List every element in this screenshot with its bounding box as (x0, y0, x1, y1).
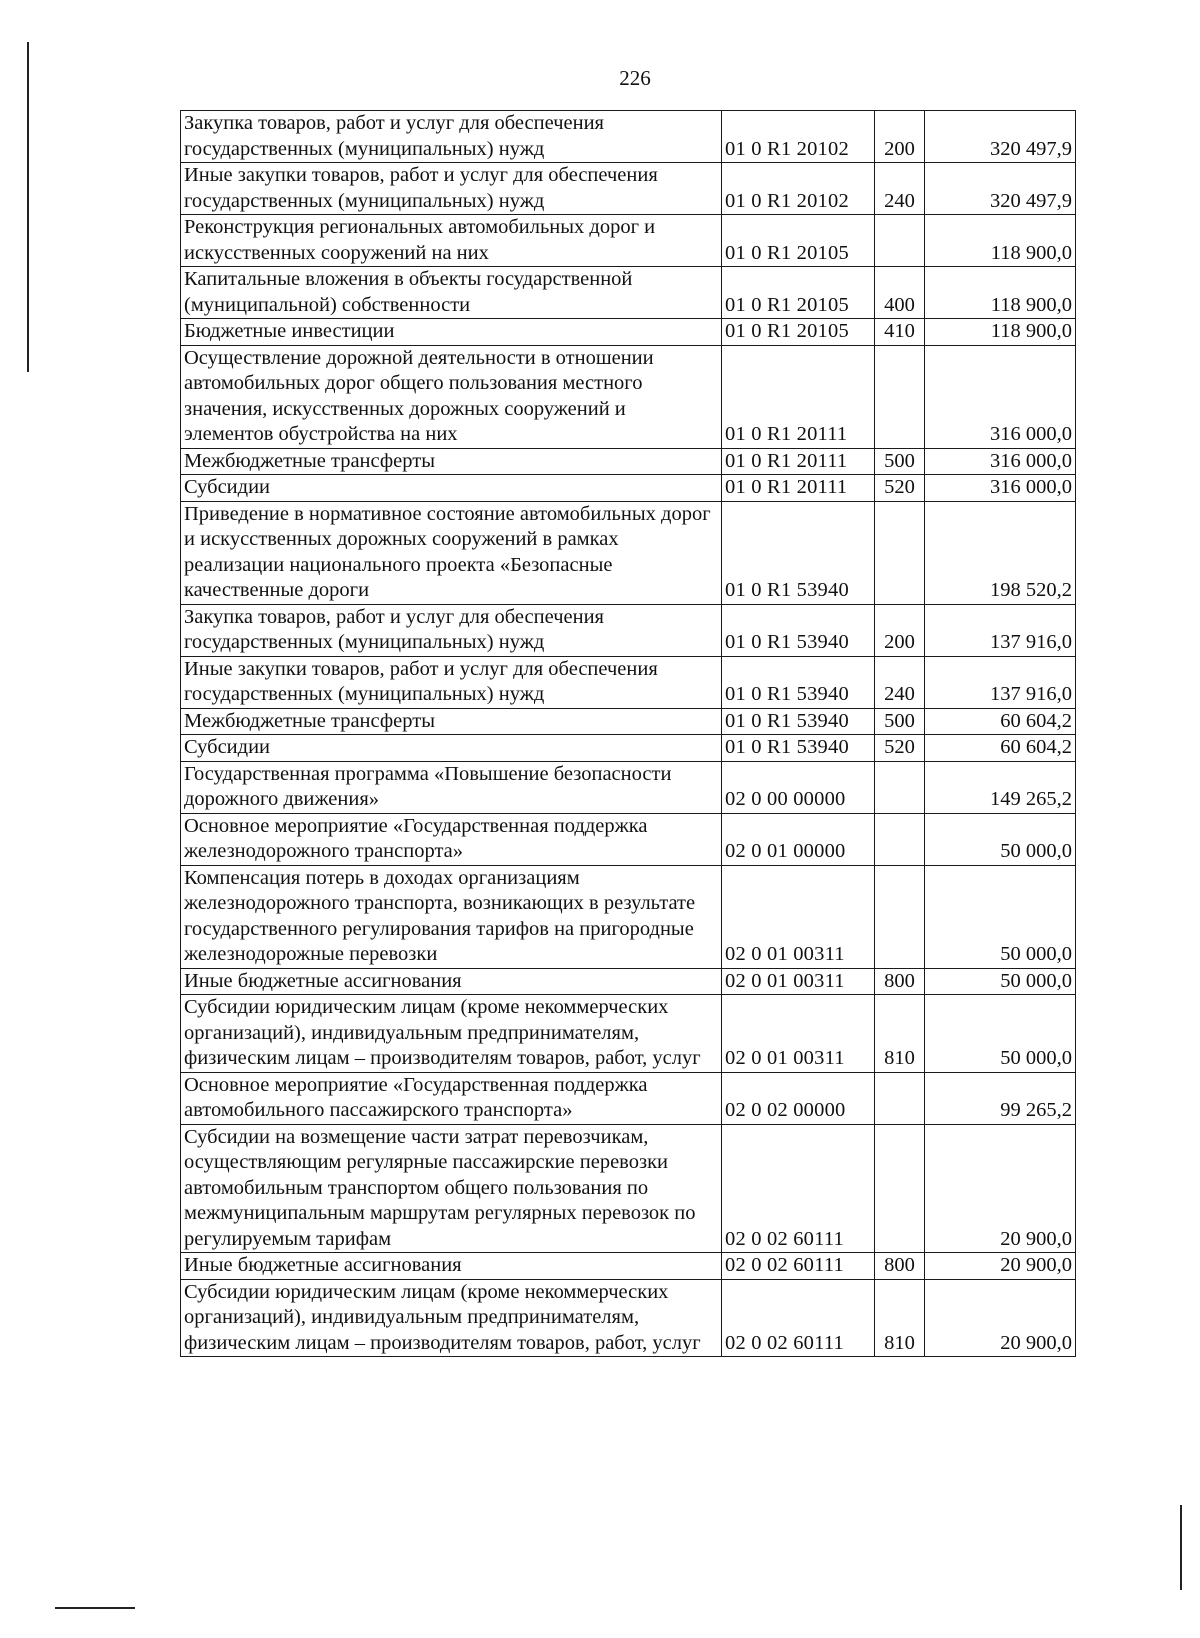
table-row (181, 448, 1076, 475)
row-type-cell (875, 813, 925, 865)
table-row (181, 708, 1076, 735)
row-sum-cell: 320 497,9 (925, 163, 1076, 215)
table-row (181, 995, 1076, 1073)
row-sum-cell: 149 265,2 (925, 761, 1076, 813)
budget-table-body (181, 111, 1076, 1357)
row-sum-cell: 137 916,0 (925, 604, 1076, 656)
row-type-cell: 520 (875, 735, 925, 762)
table-row (181, 761, 1076, 813)
row-type-cell: 800 (875, 1253, 925, 1280)
table-row (181, 111, 1076, 163)
row-sum-cell: 118 900,0 (925, 319, 1076, 346)
row-name-cell: Капитальные вложения в объекты государственной (муниципальной) собственности (181, 267, 722, 319)
row-code-cell: 02 0 00 00000 (722, 761, 875, 813)
row-type-cell: 240 (875, 656, 925, 708)
table-row (181, 319, 1076, 346)
row-code-cell: 01 0 R1 20105 (722, 319, 875, 346)
row-type-cell: 810 (875, 1279, 925, 1357)
row-name-cell: Бюджетные инвестиции (181, 319, 722, 346)
row-name-cell: Иные закупки товаров, работ и услуг для обеспечения государственных (муниципальных) нужд (181, 163, 722, 215)
row-sum-cell: 137 916,0 (925, 656, 1076, 708)
table-row (181, 735, 1076, 762)
table-row (181, 604, 1076, 656)
row-sum-cell: 50 000,0 (925, 813, 1076, 865)
row-code-cell: 01 0 R1 20105 (722, 267, 875, 319)
row-name-cell: Осуществление дорожной деятельности в отношении автомобильных дорог общего пользования местного значения, искусственных дорожных сооружений и элементов обустройства на них (181, 345, 722, 448)
table-row (181, 1253, 1076, 1280)
row-code-cell: 01 0 R1 20105 (722, 215, 875, 267)
row-sum-cell: 20 900,0 (925, 1279, 1076, 1357)
row-name-cell: Закупка товаров, работ и услуг для обеспечения государственных (муниципальных) нужд (181, 604, 722, 656)
row-code-cell: 01 0 R1 53940 (722, 656, 875, 708)
row-type-cell: 500 (875, 448, 925, 475)
table-row (181, 163, 1076, 215)
row-sum-cell: 316 000,0 (925, 345, 1076, 448)
row-name-cell: Субсидии юридическим лицам (кроме некоммерческих организаций), индивидуальным предпринимателям, физическим лицам – производителям товаров, работ, услуг (181, 1279, 722, 1357)
row-code-cell: 02 0 02 60111 (722, 1124, 875, 1253)
row-sum-cell: 50 000,0 (925, 995, 1076, 1073)
row-name-cell: Субсидии (181, 475, 722, 502)
row-type-cell: 410 (875, 319, 925, 346)
row-code-cell: 01 0 R1 20111 (722, 448, 875, 475)
row-name-cell: Межбюджетные трансферты (181, 448, 722, 475)
table-row (181, 1124, 1076, 1253)
row-code-cell: 01 0 R1 20111 (722, 475, 875, 502)
row-type-cell: 810 (875, 995, 925, 1073)
table-row (181, 656, 1076, 708)
row-type-cell: 240 (875, 163, 925, 215)
row-code-cell: 02 0 02 00000 (722, 1072, 875, 1124)
row-type-cell: 520 (875, 475, 925, 502)
row-sum-cell: 316 000,0 (925, 448, 1076, 475)
row-name-cell: Закупка товаров, работ и услуг для обеспечения государственных (муниципальных) нужд (181, 111, 722, 163)
row-type-cell: 500 (875, 708, 925, 735)
table-row (181, 267, 1076, 319)
table-row (181, 345, 1076, 448)
row-name-cell: Иные бюджетные ассигнования (181, 1253, 722, 1280)
row-code-cell: 02 0 01 00000 (722, 813, 875, 865)
row-type-cell (875, 865, 925, 968)
row-name-cell: Межбюджетные трансферты (181, 708, 722, 735)
row-type-cell (875, 761, 925, 813)
row-sum-cell: 60 604,2 (925, 735, 1076, 762)
row-name-cell: Компенсация потерь в доходах организациям железнодорожного транспорта, возникающих в результате государственного регулирования тарифов на пригородные железнодорожные перевозки (181, 865, 722, 968)
table-row (181, 501, 1076, 604)
row-code-cell: 01 0 R1 53940 (722, 501, 875, 604)
row-type-cell: 800 (875, 968, 925, 995)
row-sum-cell: 50 000,0 (925, 968, 1076, 995)
table-row (181, 968, 1076, 995)
table-row (181, 215, 1076, 267)
row-type-cell (875, 501, 925, 604)
row-name-cell: Государственная программа «Повышение безопасности дорожного движения» (181, 761, 722, 813)
row-name-cell: Субсидии на возмещение части затрат перевозчикам, осуществляющим регулярные пассажирские перевозки автомобильным транспортом общего пользования по межмуниципальным маршрутам регулярных перевозок по регулируемым тарифам (181, 1124, 722, 1253)
table-row (181, 865, 1076, 968)
row-sum-cell: 118 900,0 (925, 267, 1076, 319)
budget-table (180, 110, 1076, 1357)
row-sum-cell: 316 000,0 (925, 475, 1076, 502)
row-name-cell: Иные бюджетные ассигнования (181, 968, 722, 995)
row-type-cell: 400 (875, 267, 925, 319)
scan-margin-line (55, 1607, 135, 1609)
row-name-cell: Реконструкция региональных автомобильных дорог и искусственных сооружений на них (181, 215, 722, 267)
row-sum-cell: 20 900,0 (925, 1124, 1076, 1253)
row-sum-cell: 99 265,2 (925, 1072, 1076, 1124)
row-type-cell (875, 1072, 925, 1124)
row-code-cell: 02 0 02 60111 (722, 1253, 875, 1280)
row-name-cell: Приведение в нормативное состояние автомобильных дорог и искусственных дорожных сооружений в рамках реализации национального проекта «Безопасные качественные дороги (181, 501, 722, 604)
row-type-cell (875, 1124, 925, 1253)
row-type-cell (875, 215, 925, 267)
table-row (181, 813, 1076, 865)
row-sum-cell: 60 604,2 (925, 708, 1076, 735)
table-row (181, 1072, 1076, 1124)
page-number: 226 (619, 66, 651, 90)
row-code-cell: 01 0 R1 53940 (722, 708, 875, 735)
row-code-cell: 01 0 R1 53940 (722, 604, 875, 656)
row-sum-cell: 50 000,0 (925, 865, 1076, 968)
row-name-cell: Субсидии юридическим лицам (кроме некоммерческих организаций), индивидуальным предпринимателям, физическим лицам – производителям товаров, работ, услуг (181, 995, 722, 1073)
table-row (181, 1279, 1076, 1357)
row-type-cell: 200 (875, 604, 925, 656)
row-code-cell: 02 0 01 00311 (722, 995, 875, 1073)
scan-margin-line (1180, 1505, 1182, 1590)
scan-margin-line (27, 42, 29, 372)
row-name-cell: Основное мероприятие «Государственная поддержка железнодорожного транспорта» (181, 813, 722, 865)
row-sum-cell: 198 520,2 (925, 501, 1076, 604)
row-sum-cell: 20 900,0 (925, 1253, 1076, 1280)
row-code-cell: 01 0 R1 20102 (722, 163, 875, 215)
row-name-cell: Субсидии (181, 735, 722, 762)
row-name-cell: Основное мероприятие «Государственная поддержка автомобильного пассажирского транспорта» (181, 1072, 722, 1124)
row-code-cell: 02 0 02 60111 (722, 1279, 875, 1357)
row-sum-cell: 118 900,0 (925, 215, 1076, 267)
row-name-cell: Иные закупки товаров, работ и услуг для обеспечения государственных (муниципальных) нужд (181, 656, 722, 708)
row-code-cell: 01 0 R1 20111 (722, 345, 875, 448)
row-code-cell: 01 0 R1 20102 (722, 111, 875, 163)
row-type-cell: 200 (875, 111, 925, 163)
row-type-cell (875, 345, 925, 448)
row-code-cell: 02 0 01 00311 (722, 968, 875, 995)
table-row (181, 475, 1076, 502)
row-code-cell: 02 0 01 00311 (722, 865, 875, 968)
row-sum-cell: 320 497,9 (925, 111, 1076, 163)
row-code-cell: 01 0 R1 53940 (722, 735, 875, 762)
